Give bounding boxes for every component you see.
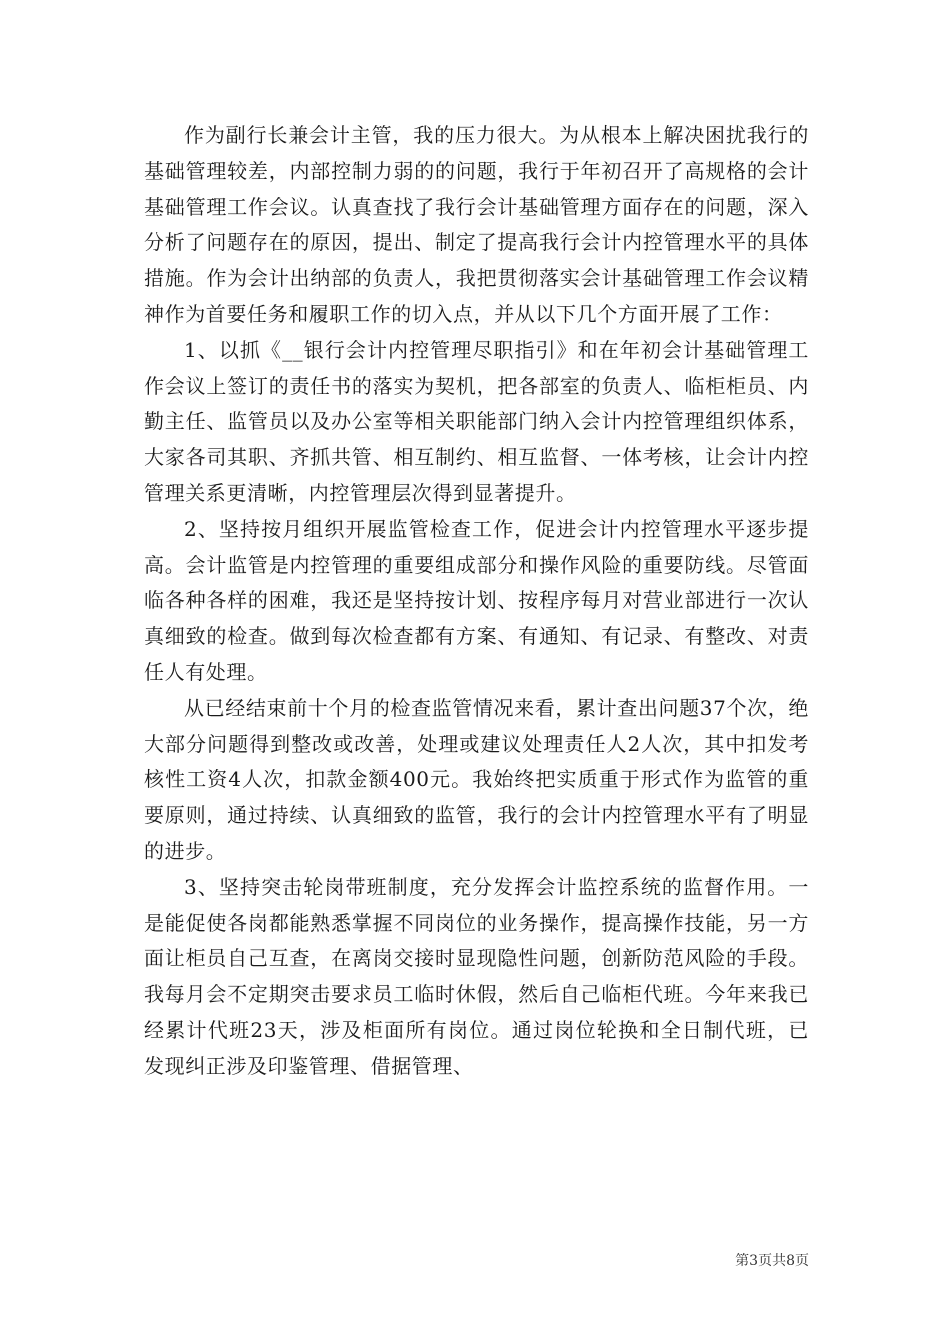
paragraph-intro: 作为副行长兼会计主管，我的压力很大。为从根本上解决困扰我行的基础管理较差，内部控制力弱的的问题，我行于年初召开了高规格的会计基础管理工作会议。认真查找了我行会计基础管理方面存在的问题，深入分析了问题存在的原因，提出、制定了提高我行会计内控管理水平的具体措施。作为会计出纳部的负责人，我把贯彻落实会计基础管理工作会议精神作为首要任务和履职工作的切入点，并从以下几个方面开展了工作： xyxy=(144,123,809,326)
paragraph-item-2: 2、坚持按月组织开展监管检查工作，促进会计内控管理水平逐步提高。会计监管是内控管理的重要组成部分和操作风险的重要防线。尽管面临各种各样的困难，我还是坚持按计划、按程序每月对营业部进行一次认真细致的检查。做到每次检查都有方案、有通知、有记录、有整改、对责任人有处理。 xyxy=(144,516,809,684)
document-body xyxy=(144,118,809,1085)
page-number: 第3页共8页 xyxy=(735,1253,809,1269)
paragraph-item-1: 1、以抓《__银行会计内控管理尽职指引》和在年初会计基础管理工作会议上签订的责任书的落实为契机，把各部室的负责人、临柜柜员、内勤主任、监管员以及办公室等相关职能部门纳入会计内控管理组织体系，大家各司其职、齐抓共管、相互制约、相互监督、一体考核，让会计内控管理关系更清晰，内控管理层次得到显著提升。 xyxy=(144,337,809,505)
paragraph-inspection-results: 从已经结束前十个月的检查监管情况来看，累计查出问题37个次，绝大部分问题得到整改或改善，处理或建议处理责任人2人次，其中扣发考核性工资4人次，扣款金额400元。我始终把实质重于形式作为监管的重要原则，通过持续、认真细致的监管，我行的会计内控管理水平有了明显的进步。 xyxy=(144,695,809,863)
paragraph-item-3: 3、坚持突击轮岗带班制度，充分发挥会计监控系统的监督作用。一是能促使各岗都能熟悉掌握不同岗位的业务操作，提高操作技能，另一方面让柜员自己互查，在离岗交接时显现隐性问题，创新防范风险的手段。我每月会不定期突击要求员工临时休假，然后自己临柜代班。今年来我已经累计代班23天，涉及柜面所有岗位。通过岗位轮换和全日制代班，已发现纠正涉及印鉴管理、借据管理、 xyxy=(144,874,809,1078)
